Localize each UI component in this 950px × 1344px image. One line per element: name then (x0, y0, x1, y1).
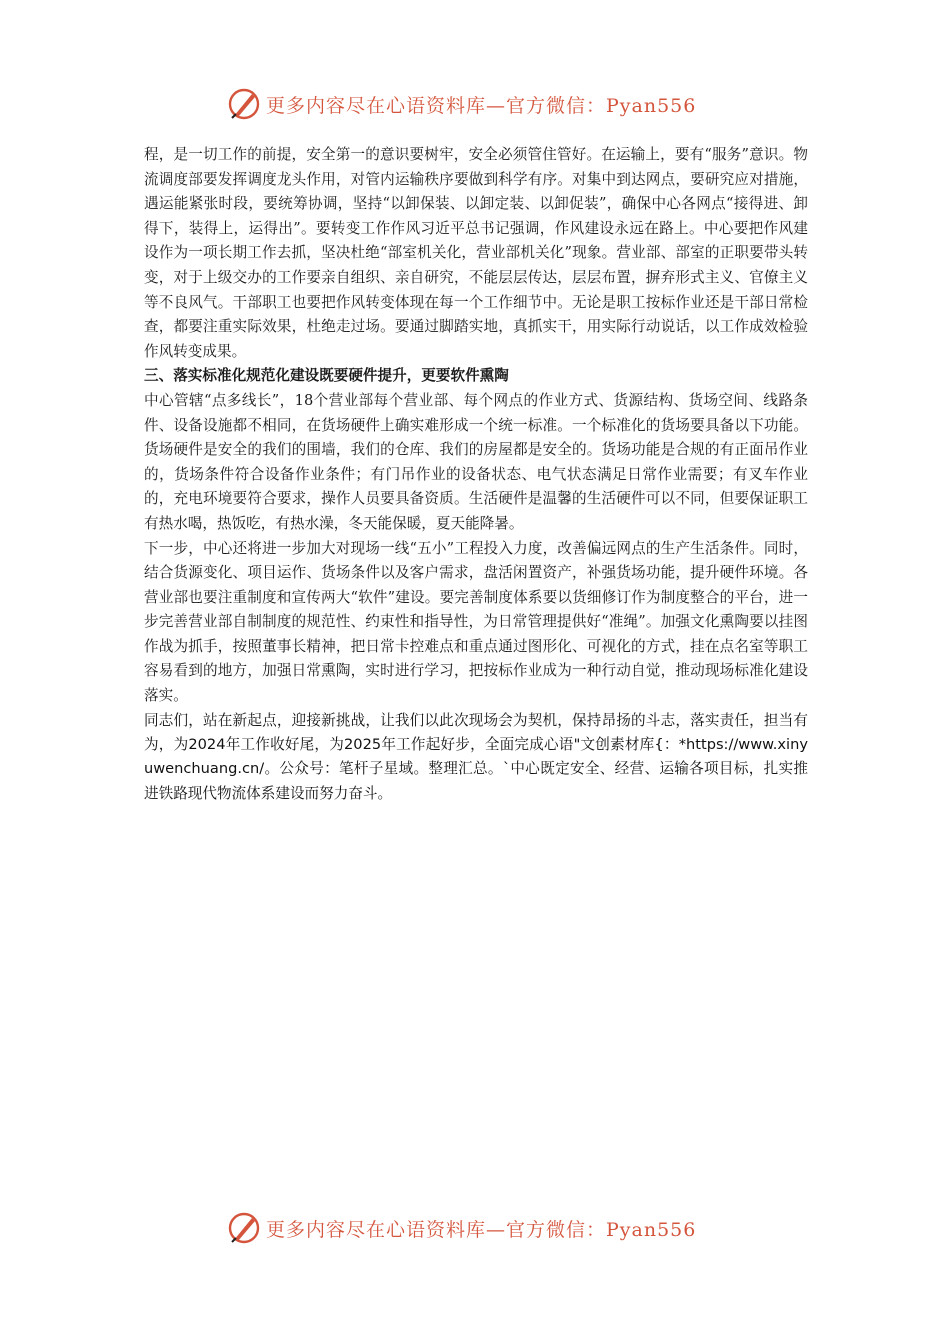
quill-logo-icon (226, 86, 262, 122)
document-body (144, 143, 808, 806)
quill-logo-icon (226, 1210, 262, 1246)
banner-text: 更多内容尽在心语资料库—官方微信：Pyan556 (266, 94, 697, 117)
header-banner (226, 86, 696, 122)
banner-text: 更多内容尽在心语资料库—官方微信：Pyan556 (266, 1218, 697, 1241)
footer-banner (226, 1210, 696, 1246)
section-heading: 三、落实标准化规范化建设既要硬件提升，更要软件熏陶 (144, 367, 509, 385)
paragraph: 下一步，中心还将进一步加大对现场一线“五小”工程投入力度，改善偏远网点的生产生活条件。同时，结合货源变化、项目运作、货场条件以及客户需求，盘活闲置资产，补强货场功能，提升硬件环境。各营业部也要注重制度和宣传两大“软件”建设。要完善制度体系要以货细修订作为制度整合的平台，进一步完善营业部自制制度的规范性、约束性和指导性，为日常管理提供好“准绳”。加强文化熏陶要以挂图作战为抓手，按照董事长精神，把日常卡控难点和重点通过图形化、可视化的方式，挂在点名室等职工容易看到的地方，加强日常熏陶，实时进行学习，把按标作业成为一种行动自觉，推动现场标准化建设落实。 (144, 539, 808, 705)
closing-paragraph: 同志们，站在新起点，迎接新挑战，让我们以此次现场会为契机，保持昂扬的斗志，落实责任，担当有为，为2024年工作收好尾，为2025年工作起好步，全面完成心语"文创素材库{：*https://www.xinyuwenchuang.cn/。公众号：笔杆子星域。整理汇总。`中心既定安全、经营、运输各项目标，扎实推进铁路现代物流体系建设而努力奋斗。 (144, 711, 808, 802)
paragraph: 中心管辖“点多线长”，18个营业部每个营业部、每个网点的作业方式、货源结构、货场空间、线路条件、设备设施都不相同，在货场硬件上确实难形成一个统一标准。一个标准化的货场要具备以下功能。货场硬件是安全的我们的围墙，我们的仓库、我们的房屋都是安全的。货场功能是合规的有正面吊作业的，货场条件符合设备作业条件；有门吊作业的设备状态、电气状态满足日常作业需要；有叉车作业的，充电环境要符合要求，操作人员要具备资质。生活硬件是温馨的生活硬件可以不同，但要保证职工有热水喝，热饭吃，有热水澡，冬天能保暖，夏天能降暑。 (144, 391, 808, 532)
paragraph: 程，是一切工作的前提，安全第一的意识要树牢，安全必须管住管好。在运输上，要有“服务”意识。物流调度部要发挥调度龙头作用，对管内运输秩序要做到科学有序。对集中到达网点，要研究应对措施，遇运能紧张时段，要统筹协调，坚持“以卸保装、以卸定装、以卸促装”，确保中心各网点“接得进、卸得下，装得上，运得出”。要转变工作作风习近平总书记强调，作风建设永远在路上。中心要把作风建设作为一项长期工作去抓，坚决杜绝“部室机关化，营业部机关化”现象。营业部、部室的正职要带头转变，对于上级交办的工作要亲自组织、亲自研究，不能层层传达，层层布置，摒弃形式主义、官僚主义等不良风气。干部职工也要把作风转变体现在每一个工作细节中。无论是职工按标作业还是干部日常检查，都要注重实际效果，杜绝走过场。要通过脚踏实地，真抓实干，用实际行动说话，以工作成效检验作风转变成果。 (144, 146, 808, 360)
